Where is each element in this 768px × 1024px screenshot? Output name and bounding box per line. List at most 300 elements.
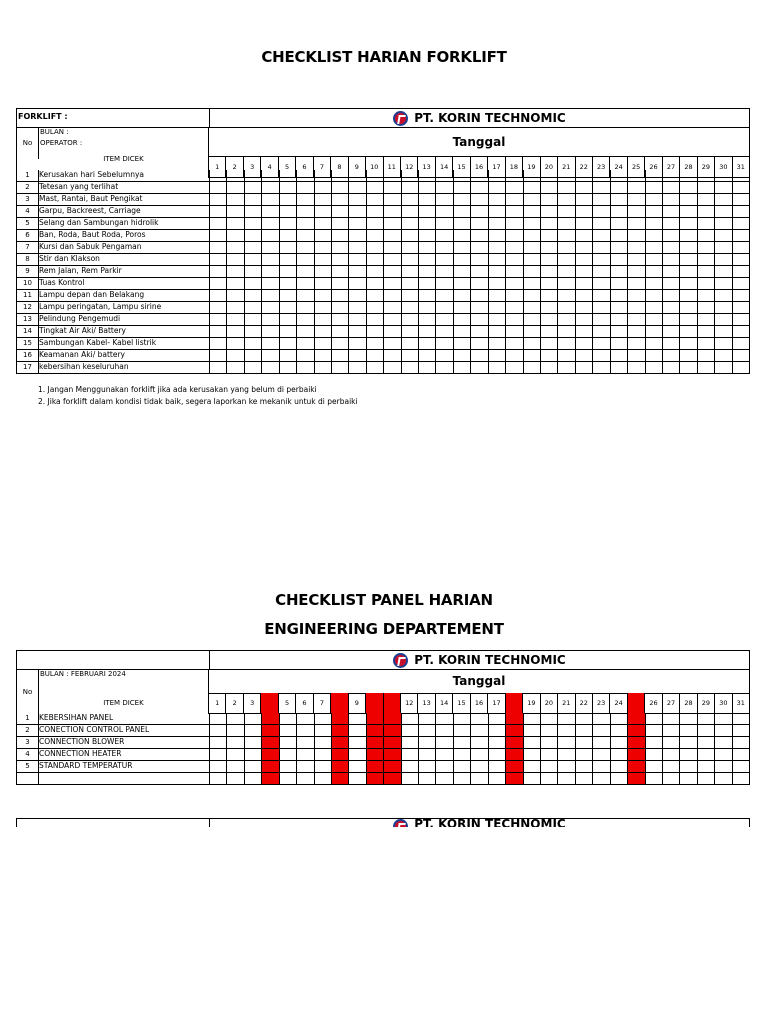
check-cell[interactable] <box>279 182 296 193</box>
check-cell[interactable] <box>627 761 644 772</box>
check-cell[interactable] <box>627 242 644 253</box>
check-cell[interactable] <box>435 278 452 289</box>
check-cell[interactable] <box>383 266 400 277</box>
check-cell[interactable] <box>697 266 714 277</box>
check-cell[interactable] <box>331 725 348 736</box>
check-cell[interactable] <box>453 206 470 217</box>
check-cell[interactable] <box>662 302 679 313</box>
check-cell[interactable] <box>210 362 226 373</box>
check-cell[interactable] <box>610 230 627 241</box>
check-cell[interactable] <box>453 326 470 337</box>
check-cell[interactable] <box>331 314 348 325</box>
check-cell[interactable] <box>418 338 435 349</box>
check-cell[interactable] <box>383 218 400 229</box>
check-cell[interactable] <box>244 182 261 193</box>
check-cell[interactable] <box>557 230 574 241</box>
check-cell[interactable] <box>348 773 365 784</box>
check-cell[interactable] <box>401 290 418 301</box>
check-cell[interactable] <box>366 350 383 361</box>
check-cell[interactable] <box>383 254 400 265</box>
check-cell[interactable] <box>314 230 331 241</box>
check-cell[interactable] <box>348 314 365 325</box>
check-cell[interactable] <box>244 749 261 760</box>
check-cell[interactable] <box>279 362 296 373</box>
check-cell[interactable] <box>366 266 383 277</box>
check-cell[interactable] <box>453 230 470 241</box>
check-cell[interactable] <box>470 737 487 748</box>
check-cell[interactable] <box>418 326 435 337</box>
check-cell[interactable] <box>401 206 418 217</box>
check-cell[interactable] <box>488 302 505 313</box>
check-cell[interactable] <box>470 302 487 313</box>
check-cell[interactable] <box>662 338 679 349</box>
check-cell[interactable] <box>488 725 505 736</box>
check-cell[interactable] <box>470 326 487 337</box>
check-cell[interactable] <box>540 182 557 193</box>
check-cell[interactable] <box>714 218 731 229</box>
check-cell[interactable] <box>505 230 522 241</box>
check-cell[interactable] <box>279 290 296 301</box>
check-cell[interactable] <box>557 194 574 205</box>
check-cell[interactable] <box>401 314 418 325</box>
check-cell[interactable] <box>645 242 662 253</box>
check-cell[interactable] <box>366 194 383 205</box>
check-cell[interactable] <box>210 773 226 784</box>
check-cell[interactable] <box>488 749 505 760</box>
check-cell[interactable] <box>557 314 574 325</box>
check-cell[interactable] <box>418 290 435 301</box>
check-cell[interactable] <box>679 302 696 313</box>
check-cell[interactable] <box>557 206 574 217</box>
check-cell[interactable] <box>210 713 226 724</box>
check-cell[interactable] <box>210 737 226 748</box>
check-cell[interactable] <box>540 362 557 373</box>
check-cell[interactable] <box>366 326 383 337</box>
check-cell[interactable] <box>453 266 470 277</box>
check-cell[interactable] <box>296 230 313 241</box>
check-cell[interactable] <box>540 773 557 784</box>
check-cell[interactable] <box>697 338 714 349</box>
check-cell[interactable] <box>418 254 435 265</box>
check-cell[interactable] <box>314 314 331 325</box>
check-cell[interactable] <box>383 749 400 760</box>
check-cell[interactable] <box>401 266 418 277</box>
check-cell[interactable] <box>418 713 435 724</box>
check-cell[interactable] <box>679 206 696 217</box>
check-cell[interactable] <box>610 302 627 313</box>
check-cell[interactable] <box>540 206 557 217</box>
check-cell[interactable] <box>296 206 313 217</box>
check-cell[interactable] <box>645 761 662 772</box>
check-cell[interactable] <box>645 194 662 205</box>
check-cell[interactable] <box>383 737 400 748</box>
check-cell[interactable] <box>732 338 749 349</box>
check-cell[interactable] <box>314 749 331 760</box>
check-cell[interactable] <box>401 362 418 373</box>
check-cell[interactable] <box>575 194 592 205</box>
check-cell[interactable] <box>610 254 627 265</box>
check-cell[interactable] <box>331 182 348 193</box>
check-cell[interactable] <box>401 302 418 313</box>
check-cell[interactable] <box>210 266 226 277</box>
check-cell[interactable] <box>383 302 400 313</box>
check-cell[interactable] <box>331 254 348 265</box>
check-cell[interactable] <box>296 326 313 337</box>
check-cell[interactable] <box>435 362 452 373</box>
check-cell[interactable] <box>296 761 313 772</box>
check-cell[interactable] <box>627 749 644 760</box>
check-cell[interactable] <box>331 218 348 229</box>
check-cell[interactable] <box>662 290 679 301</box>
check-cell[interactable] <box>279 194 296 205</box>
check-cell[interactable] <box>645 266 662 277</box>
check-cell[interactable] <box>540 242 557 253</box>
check-cell[interactable] <box>732 713 749 724</box>
check-cell[interactable] <box>540 314 557 325</box>
check-cell[interactable] <box>662 194 679 205</box>
check-cell[interactable] <box>505 362 522 373</box>
check-cell[interactable] <box>627 737 644 748</box>
check-cell[interactable] <box>226 218 243 229</box>
check-cell[interactable] <box>401 737 418 748</box>
check-cell[interactable] <box>470 362 487 373</box>
check-cell[interactable] <box>714 266 731 277</box>
check-cell[interactable] <box>366 761 383 772</box>
check-cell[interactable] <box>679 314 696 325</box>
check-cell[interactable] <box>470 713 487 724</box>
check-cell[interactable] <box>401 749 418 760</box>
check-cell[interactable] <box>505 761 522 772</box>
check-cell[interactable] <box>540 218 557 229</box>
check-cell[interactable] <box>540 170 557 181</box>
check-cell[interactable] <box>296 737 313 748</box>
check-cell[interactable] <box>662 713 679 724</box>
check-cell[interactable] <box>714 278 731 289</box>
check-cell[interactable] <box>540 761 557 772</box>
check-cell[interactable] <box>523 290 540 301</box>
check-cell[interactable] <box>418 773 435 784</box>
check-cell[interactable] <box>314 290 331 301</box>
check-cell[interactable] <box>732 749 749 760</box>
check-cell[interactable] <box>610 290 627 301</box>
check-cell[interactable] <box>383 314 400 325</box>
check-cell[interactable] <box>401 326 418 337</box>
check-cell[interactable] <box>226 326 243 337</box>
check-cell[interactable] <box>453 242 470 253</box>
check-cell[interactable] <box>435 326 452 337</box>
check-cell[interactable] <box>540 749 557 760</box>
check-cell[interactable] <box>244 737 261 748</box>
check-cell[interactable] <box>592 350 609 361</box>
check-cell[interactable] <box>697 182 714 193</box>
check-cell[interactable] <box>401 725 418 736</box>
check-cell[interactable] <box>627 254 644 265</box>
check-cell[interactable] <box>523 725 540 736</box>
check-cell[interactable] <box>505 773 522 784</box>
check-cell[interactable] <box>557 773 574 784</box>
check-cell[interactable] <box>261 266 278 277</box>
check-cell[interactable] <box>226 737 243 748</box>
check-cell[interactable] <box>453 713 470 724</box>
check-cell[interactable] <box>697 230 714 241</box>
check-cell[interactable] <box>697 773 714 784</box>
check-cell[interactable] <box>714 326 731 337</box>
check-cell[interactable] <box>279 278 296 289</box>
check-cell[interactable] <box>453 182 470 193</box>
check-cell[interactable] <box>401 230 418 241</box>
check-cell[interactable] <box>540 290 557 301</box>
check-cell[interactable] <box>627 362 644 373</box>
check-cell[interactable] <box>244 206 261 217</box>
check-cell[interactable] <box>645 713 662 724</box>
check-cell[interactable] <box>435 350 452 361</box>
check-cell[interactable] <box>714 749 731 760</box>
check-cell[interactable] <box>470 773 487 784</box>
check-cell[interactable] <box>279 302 296 313</box>
check-cell[interactable] <box>488 362 505 373</box>
check-cell[interactable] <box>523 206 540 217</box>
check-cell[interactable] <box>279 713 296 724</box>
check-cell[interactable] <box>331 170 348 181</box>
check-cell[interactable] <box>435 182 452 193</box>
check-cell[interactable] <box>348 218 365 229</box>
check-cell[interactable] <box>523 737 540 748</box>
check-cell[interactable] <box>348 206 365 217</box>
check-cell[interactable] <box>488 290 505 301</box>
check-cell[interactable] <box>697 170 714 181</box>
check-cell[interactable] <box>279 254 296 265</box>
check-cell[interactable] <box>383 230 400 241</box>
check-cell[interactable] <box>226 170 243 181</box>
check-cell[interactable] <box>645 338 662 349</box>
check-cell[interactable] <box>592 314 609 325</box>
check-cell[interactable] <box>575 242 592 253</box>
check-cell[interactable] <box>279 230 296 241</box>
check-cell[interactable] <box>679 749 696 760</box>
check-cell[interactable] <box>383 278 400 289</box>
check-cell[interactable] <box>714 338 731 349</box>
check-cell[interactable] <box>418 278 435 289</box>
check-cell[interactable] <box>226 773 243 784</box>
check-cell[interactable] <box>697 737 714 748</box>
check-cell[interactable] <box>348 725 365 736</box>
check-cell[interactable] <box>453 218 470 229</box>
check-cell[interactable] <box>540 278 557 289</box>
check-cell[interactable] <box>732 266 749 277</box>
check-cell[interactable] <box>470 230 487 241</box>
check-cell[interactable] <box>662 761 679 772</box>
check-cell[interactable] <box>383 242 400 253</box>
check-cell[interactable] <box>732 362 749 373</box>
check-cell[interactable] <box>279 725 296 736</box>
check-cell[interactable] <box>679 713 696 724</box>
check-cell[interactable] <box>523 194 540 205</box>
check-cell[interactable] <box>226 350 243 361</box>
check-cell[interactable] <box>226 230 243 241</box>
check-cell[interactable] <box>697 206 714 217</box>
check-cell[interactable] <box>540 338 557 349</box>
check-cell[interactable] <box>557 170 574 181</box>
check-cell[interactable] <box>210 254 226 265</box>
check-cell[interactable] <box>732 302 749 313</box>
check-cell[interactable] <box>627 206 644 217</box>
check-cell[interactable] <box>575 278 592 289</box>
check-cell[interactable] <box>383 350 400 361</box>
check-cell[interactable] <box>662 350 679 361</box>
check-cell[interactable] <box>592 761 609 772</box>
check-cell[interactable] <box>261 338 278 349</box>
check-cell[interactable] <box>348 266 365 277</box>
check-cell[interactable] <box>279 326 296 337</box>
check-cell[interactable] <box>732 194 749 205</box>
check-cell[interactable] <box>453 350 470 361</box>
check-cell[interactable] <box>592 749 609 760</box>
check-cell[interactable] <box>366 314 383 325</box>
check-cell[interactable] <box>523 761 540 772</box>
check-cell[interactable] <box>592 254 609 265</box>
check-cell[interactable] <box>210 218 226 229</box>
check-cell[interactable] <box>314 713 331 724</box>
check-cell[interactable] <box>645 182 662 193</box>
check-cell[interactable] <box>226 278 243 289</box>
check-cell[interactable] <box>226 725 243 736</box>
check-cell[interactable] <box>314 170 331 181</box>
check-cell[interactable] <box>488 206 505 217</box>
check-cell[interactable] <box>488 314 505 325</box>
check-cell[interactable] <box>732 725 749 736</box>
check-cell[interactable] <box>226 362 243 373</box>
check-cell[interactable] <box>314 362 331 373</box>
check-cell[interactable] <box>645 725 662 736</box>
check-cell[interactable] <box>679 266 696 277</box>
check-cell[interactable] <box>261 290 278 301</box>
check-cell[interactable] <box>697 254 714 265</box>
check-cell[interactable] <box>645 362 662 373</box>
check-cell[interactable] <box>592 230 609 241</box>
check-cell[interactable] <box>714 230 731 241</box>
check-cell[interactable] <box>453 737 470 748</box>
check-cell[interactable] <box>592 302 609 313</box>
check-cell[interactable] <box>226 302 243 313</box>
check-cell[interactable] <box>279 218 296 229</box>
check-cell[interactable] <box>610 725 627 736</box>
check-cell[interactable] <box>401 242 418 253</box>
check-cell[interactable] <box>226 266 243 277</box>
check-cell[interactable] <box>435 314 452 325</box>
check-cell[interactable] <box>505 278 522 289</box>
check-cell[interactable] <box>592 218 609 229</box>
check-cell[interactable] <box>557 761 574 772</box>
check-cell[interactable] <box>523 170 540 181</box>
check-cell[interactable] <box>366 737 383 748</box>
check-cell[interactable] <box>331 206 348 217</box>
check-cell[interactable] <box>331 737 348 748</box>
check-cell[interactable] <box>523 350 540 361</box>
check-cell[interactable] <box>348 254 365 265</box>
check-cell[interactable] <box>383 182 400 193</box>
check-cell[interactable] <box>662 206 679 217</box>
check-cell[interactable] <box>575 761 592 772</box>
check-cell[interactable] <box>662 230 679 241</box>
check-cell[interactable] <box>470 266 487 277</box>
check-cell[interactable] <box>366 182 383 193</box>
check-cell[interactable] <box>662 170 679 181</box>
check-cell[interactable] <box>435 206 452 217</box>
check-cell[interactable] <box>244 725 261 736</box>
check-cell[interactable] <box>627 773 644 784</box>
check-cell[interactable] <box>732 350 749 361</box>
check-cell[interactable] <box>261 254 278 265</box>
check-cell[interactable] <box>645 278 662 289</box>
check-cell[interactable] <box>662 182 679 193</box>
check-cell[interactable] <box>418 266 435 277</box>
check-cell[interactable] <box>505 725 522 736</box>
check-cell[interactable] <box>488 773 505 784</box>
check-cell[interactable] <box>714 725 731 736</box>
check-cell[interactable] <box>523 218 540 229</box>
check-cell[interactable] <box>453 338 470 349</box>
check-cell[interactable] <box>314 254 331 265</box>
check-cell[interactable] <box>505 350 522 361</box>
check-cell[interactable] <box>627 170 644 181</box>
check-cell[interactable] <box>523 266 540 277</box>
check-cell[interactable] <box>732 326 749 337</box>
check-cell[interactable] <box>470 218 487 229</box>
check-cell[interactable] <box>348 182 365 193</box>
check-cell[interactable] <box>505 302 522 313</box>
check-cell[interactable] <box>627 230 644 241</box>
check-cell[interactable] <box>244 194 261 205</box>
check-cell[interactable] <box>714 761 731 772</box>
check-cell[interactable] <box>296 194 313 205</box>
check-cell[interactable] <box>261 278 278 289</box>
check-cell[interactable] <box>226 749 243 760</box>
check-cell[interactable] <box>645 218 662 229</box>
check-cell[interactable] <box>314 218 331 229</box>
check-cell[interactable] <box>261 194 278 205</box>
check-cell[interactable] <box>732 254 749 265</box>
check-cell[interactable] <box>557 182 574 193</box>
check-cell[interactable] <box>418 314 435 325</box>
check-cell[interactable] <box>331 302 348 313</box>
check-cell[interactable] <box>435 725 452 736</box>
check-cell[interactable] <box>697 314 714 325</box>
check-cell[interactable] <box>697 218 714 229</box>
check-cell[interactable] <box>348 326 365 337</box>
check-cell[interactable] <box>557 725 574 736</box>
check-cell[interactable] <box>279 206 296 217</box>
check-cell[interactable] <box>505 218 522 229</box>
check-cell[interactable] <box>314 326 331 337</box>
check-cell[interactable] <box>557 737 574 748</box>
check-cell[interactable] <box>575 326 592 337</box>
check-cell[interactable] <box>714 350 731 361</box>
check-cell[interactable] <box>261 737 278 748</box>
check-cell[interactable] <box>714 170 731 181</box>
check-cell[interactable] <box>645 254 662 265</box>
check-cell[interactable] <box>645 350 662 361</box>
check-cell[interactable] <box>453 362 470 373</box>
check-cell[interactable] <box>296 170 313 181</box>
check-cell[interactable] <box>575 182 592 193</box>
check-cell[interactable] <box>296 338 313 349</box>
check-cell[interactable] <box>470 314 487 325</box>
check-cell[interactable] <box>435 242 452 253</box>
check-cell[interactable] <box>627 302 644 313</box>
check-cell[interactable] <box>575 773 592 784</box>
check-cell[interactable] <box>383 194 400 205</box>
check-cell[interactable] <box>453 725 470 736</box>
